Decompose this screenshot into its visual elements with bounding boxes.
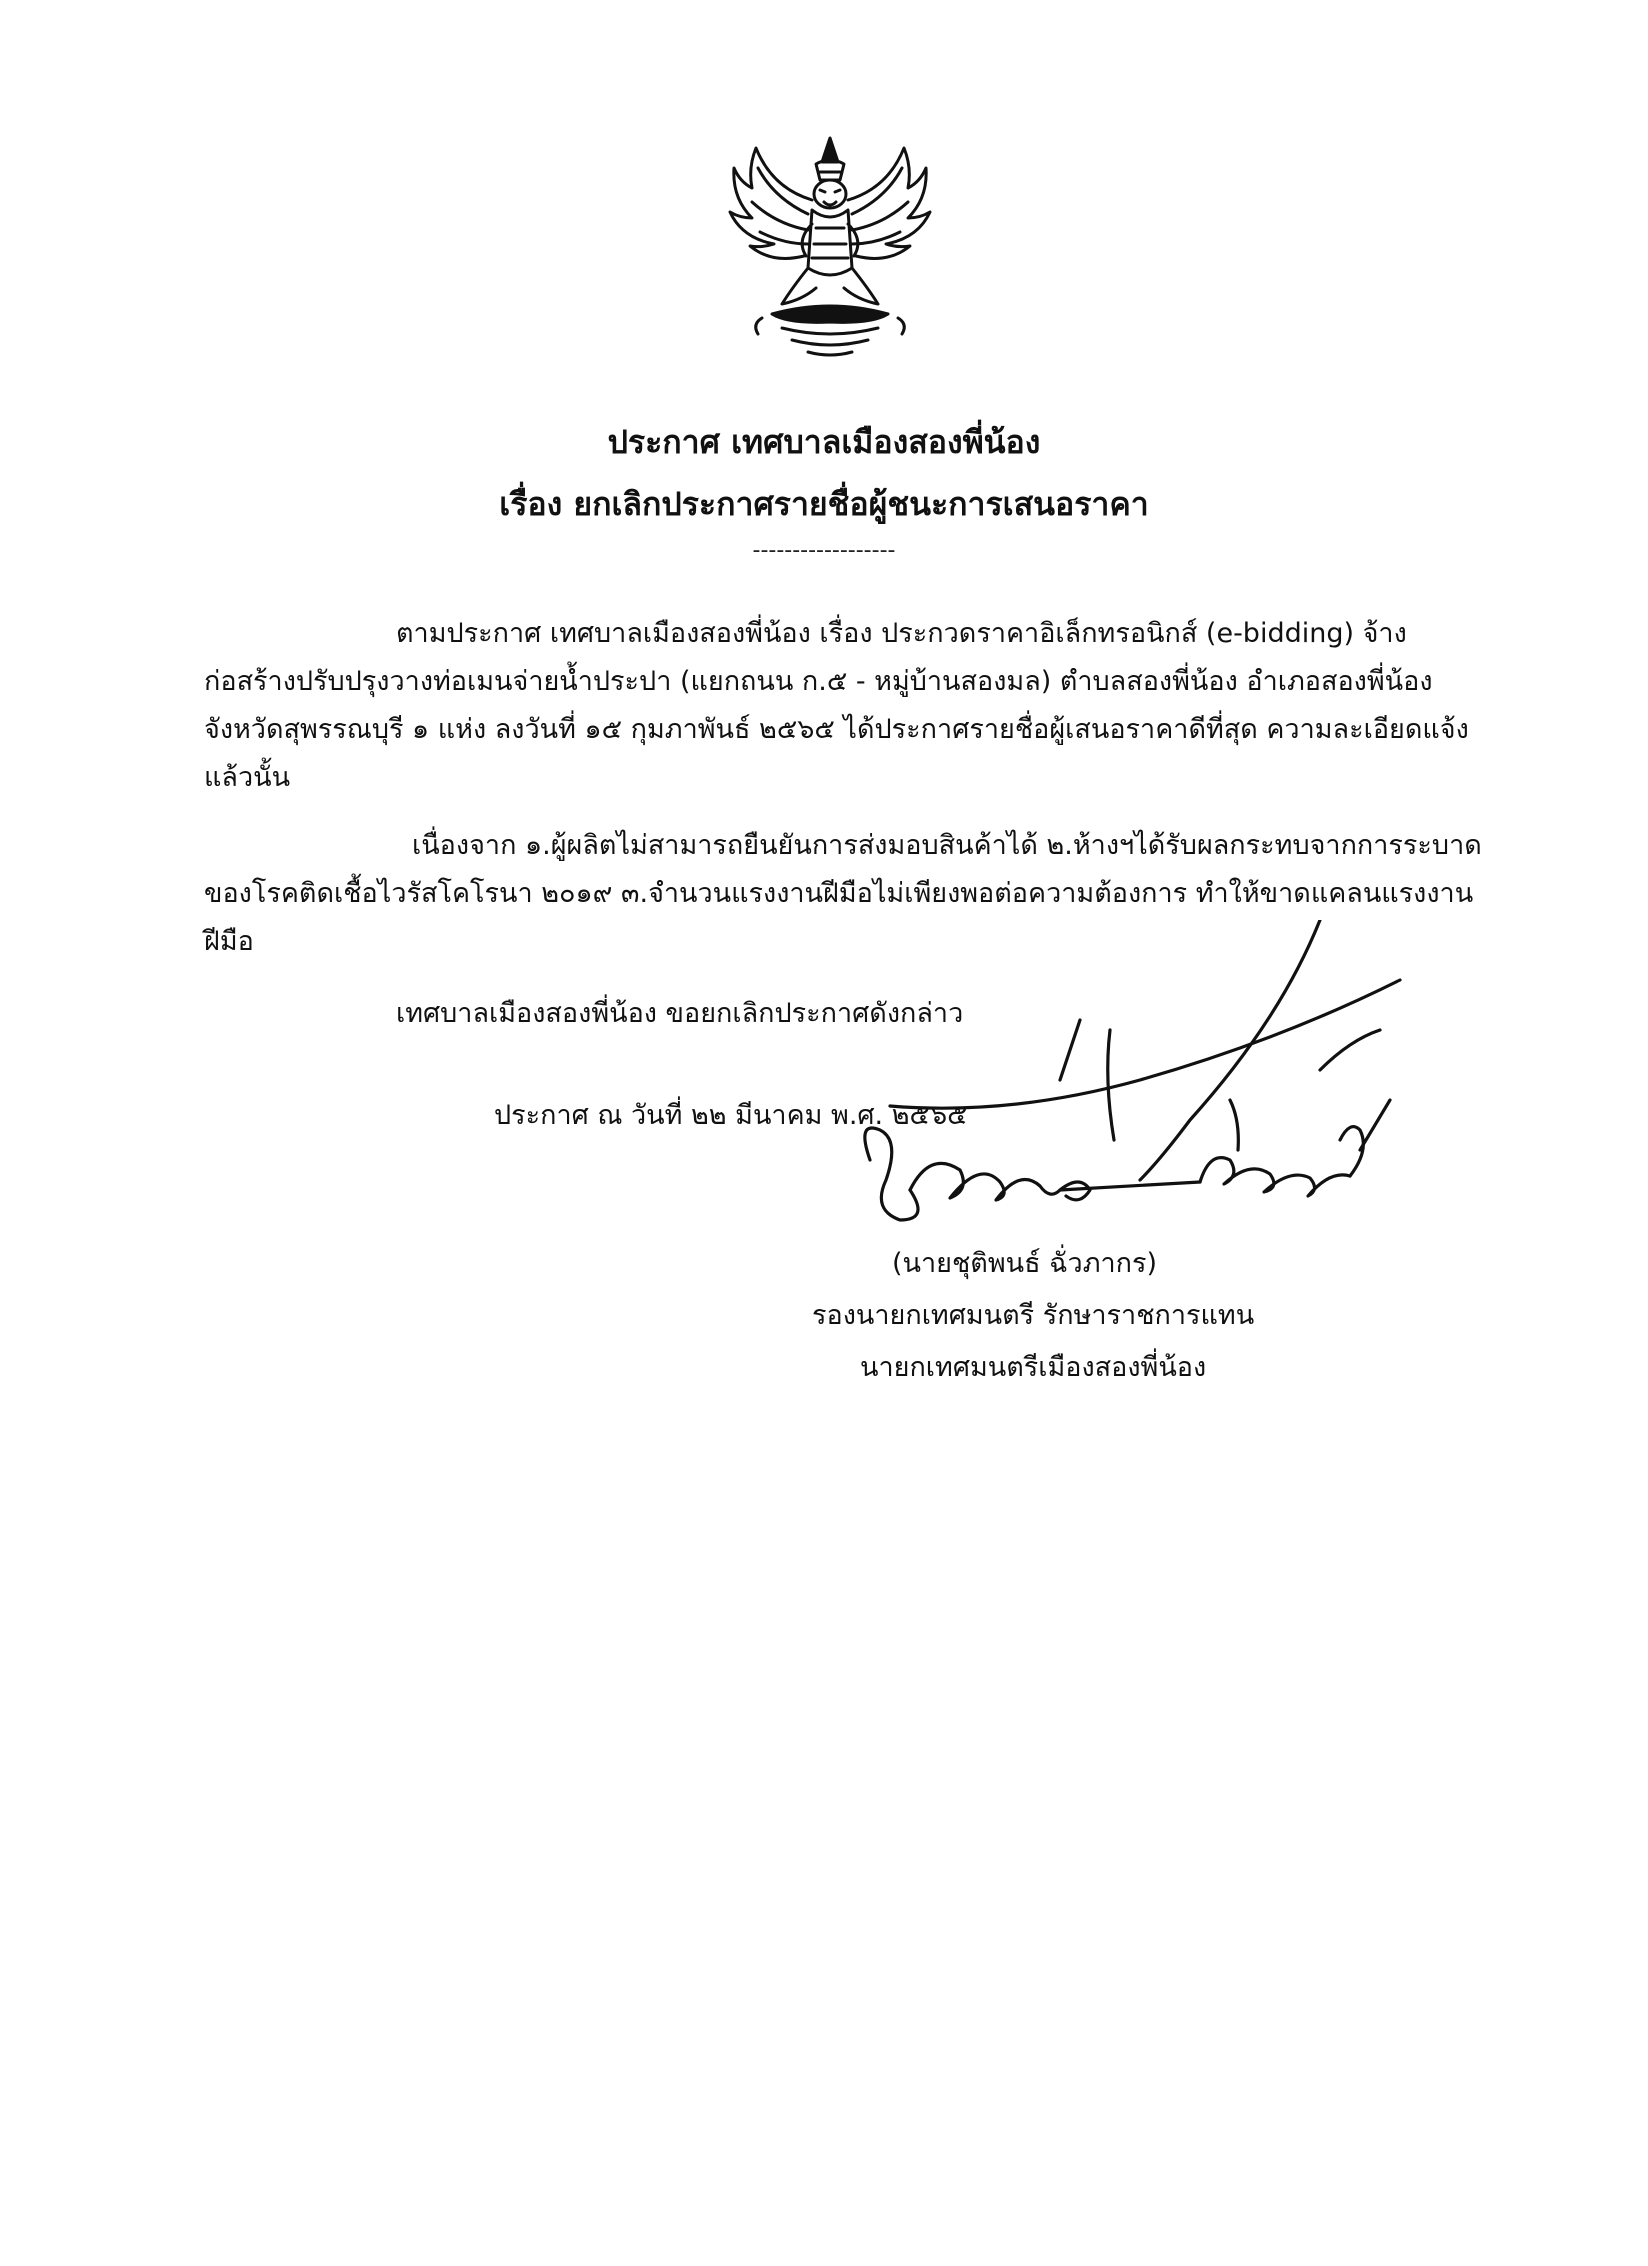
announcement-date: ประกาศ ณ วันที่ ๒๒ มีนาคม พ.ศ. ๒๕๖๕ xyxy=(494,1100,968,1131)
signer-position-line-1: รองนายกเทศมนตรี รักษาราชการแทน xyxy=(812,1300,1255,1331)
announcement-subject: เรื่อง ยกเลิกประกาศรายชื่อผู้ชนะการเสนอราคา xyxy=(499,485,1149,523)
paragraph-1-line-1: ตามประกาศ เทศบาลเมืองสองพี่น้อง เรื่อง ประกวดราคาอิเล็กทรอนิกส์ (e-bidding) จ้าง xyxy=(396,618,1407,649)
paragraph-2-line-1: เนื่องจาก ๑.ผู้ผลิตไม่สามารถยืนยันการส่งมอบสินค้าได้ ๒.ห้างฯได้รับผลกระทบจากการระบาด xyxy=(412,830,1482,861)
signer-name: (นายชุติพนธ์ ฉั่วภากร) xyxy=(892,1248,1158,1279)
title-divider: ------------------ xyxy=(752,538,896,563)
signer-position-line-2: นายกเทศมนตรีเมืองสองพี่น้อง xyxy=(860,1352,1207,1383)
paragraph-1-line-4: แล้วนั้น xyxy=(204,762,291,793)
paragraph-1-line-3: จังหวัดสุพรรณบุรี ๑ แห่ง ลงวันที่ ๑๕ กุมภาพันธ์ ๒๕๖๕ ได้ประกาศรายชื่อผู้เสนอราคาดีที่สุด ความละเอียดแจ้ง xyxy=(204,714,1469,745)
announcement-title: ประกาศ เทศบาลเมืองสองพี่น้อง xyxy=(607,423,1041,461)
paragraph-2-line-3: ฝีมือ xyxy=(204,926,254,957)
handwritten-signature xyxy=(760,920,1420,1290)
garuda-emblem-icon xyxy=(712,128,948,366)
paragraph-1-line-2: ก่อสร้างปรับปรุงวางท่อเมนจ่ายน้ำประปา (แยกถนน ก.๕ - หมู่บ้านสองมล) ตำบลสองพี่น้อง อำเภอสองพี่น้อง xyxy=(204,666,1433,697)
paragraph-3-line-1: เทศบาลเมืองสองพี่น้อง ขอยกเลิกประกาศดังกล่าว xyxy=(396,998,964,1029)
paragraph-2-line-2: ของโรคติดเชื้อไวรัสโคโรนา ๒๐๑๙ ๓.จำนวนแรงงานฝีมือไม่เพียงพอต่อความต้องการ ทำให้ขาดแคลนแรงงาน xyxy=(204,878,1474,909)
